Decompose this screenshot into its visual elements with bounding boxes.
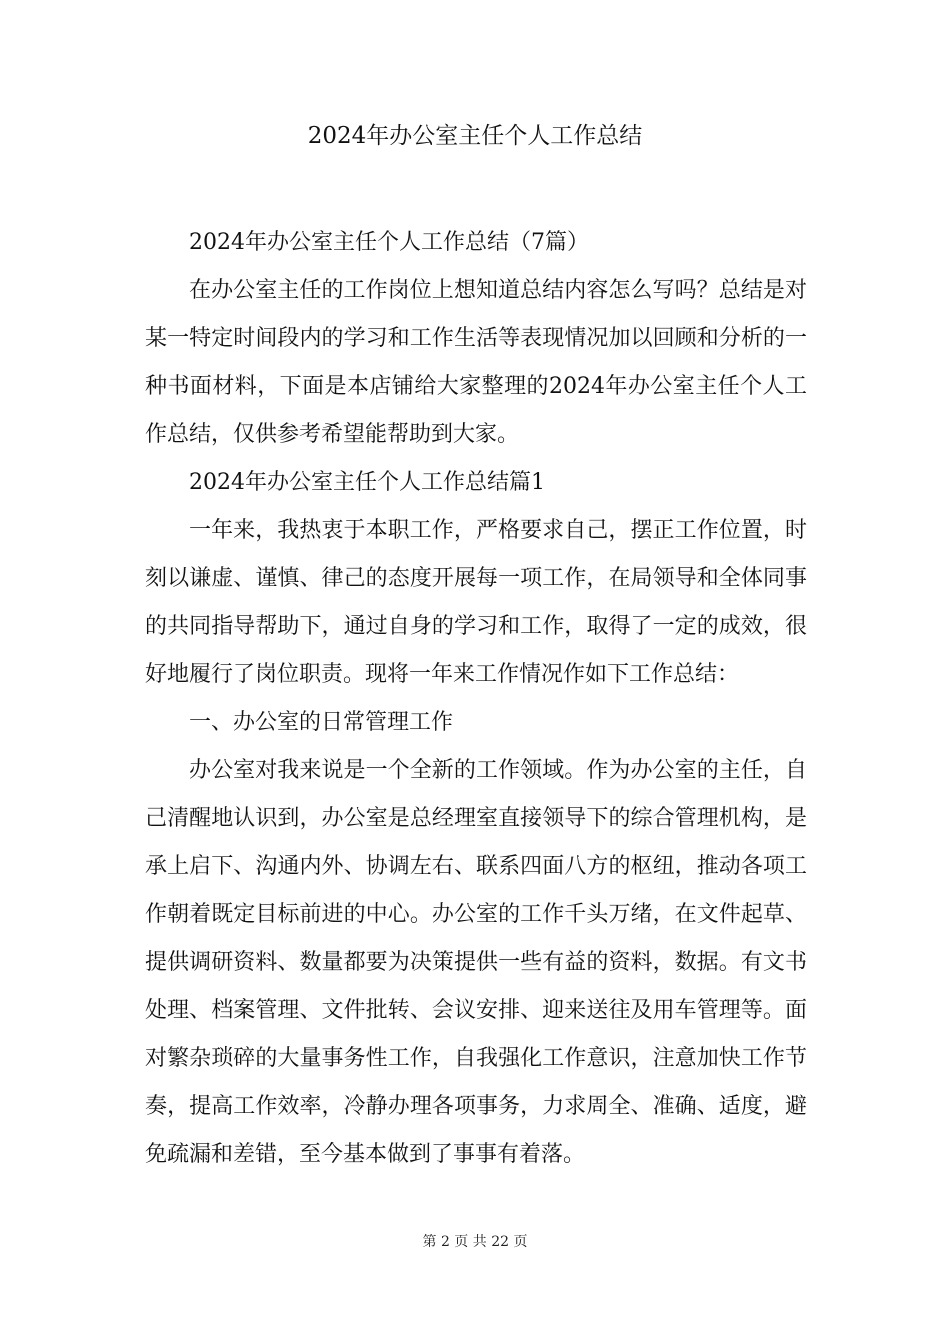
document-body bbox=[145, 219, 807, 1179]
page-number: 第 2 页 共 22 页 bbox=[422, 1234, 528, 1250]
summary-paragraph: 一年来，我热衷于本职工作，严格要求自己，摆正工作位置，时刻以谦虚、谨慎、律己的态度开展每一项工作，在局领导和全体同事的共同指导帮助下，通过自身的学习和工作，取得了一定的成效，很好地履行了岗位职责。现将一年来工作情况作如下工作总结： bbox=[145, 518, 807, 687]
office-management-paragraph: 办公室对我来说是一个全新的工作领域。作为办公室的主任，自己清醒地认识到，办公室是总经理室直接领导下的综合管理机构，是承上启下、沟通内外、协调左右、联系四面八方的枢纽，推动各项工作朝着既定目标前进的中心。办公室的工作千头万绪，在文件起草、提供调研资料、数量都要为决策提供一些有益的资料，数据。有文书处理、档案管理、文件批转、会议安排、迎来送往及用车管理等。面对繁杂琐碎的大量事务性工作，自我强化工作意识，注意加快工作节奏，提高工作效率，冷静办理各项事务，力求周全、准确、适度，避免疏漏和差错，至今基本做到了事事有着落。 bbox=[145, 758, 807, 1167]
document-title: 2024年办公室主任个人工作总结 bbox=[307, 123, 643, 149]
intro-paragraph: 在办公室主任的工作岗位上想知道总结内容怎么写吗？总结是对某一特定时间段内的学习和工作生活等表现情况加以回顾和分析的一种书面材料，下面是本店铺给大家整理的2024年办公室主任个人工作总结，仅供参考希望能帮助到大家。 bbox=[145, 278, 807, 447]
section-heading-paragraph: 2024年办公室主任个人工作总结篇1 bbox=[189, 470, 545, 495]
subsection-heading-paragraph: 一、办公室的日常管理工作 bbox=[189, 710, 454, 735]
subtitle-paragraph: 2024年办公室主任个人工作总结（7篇） bbox=[189, 230, 589, 255]
